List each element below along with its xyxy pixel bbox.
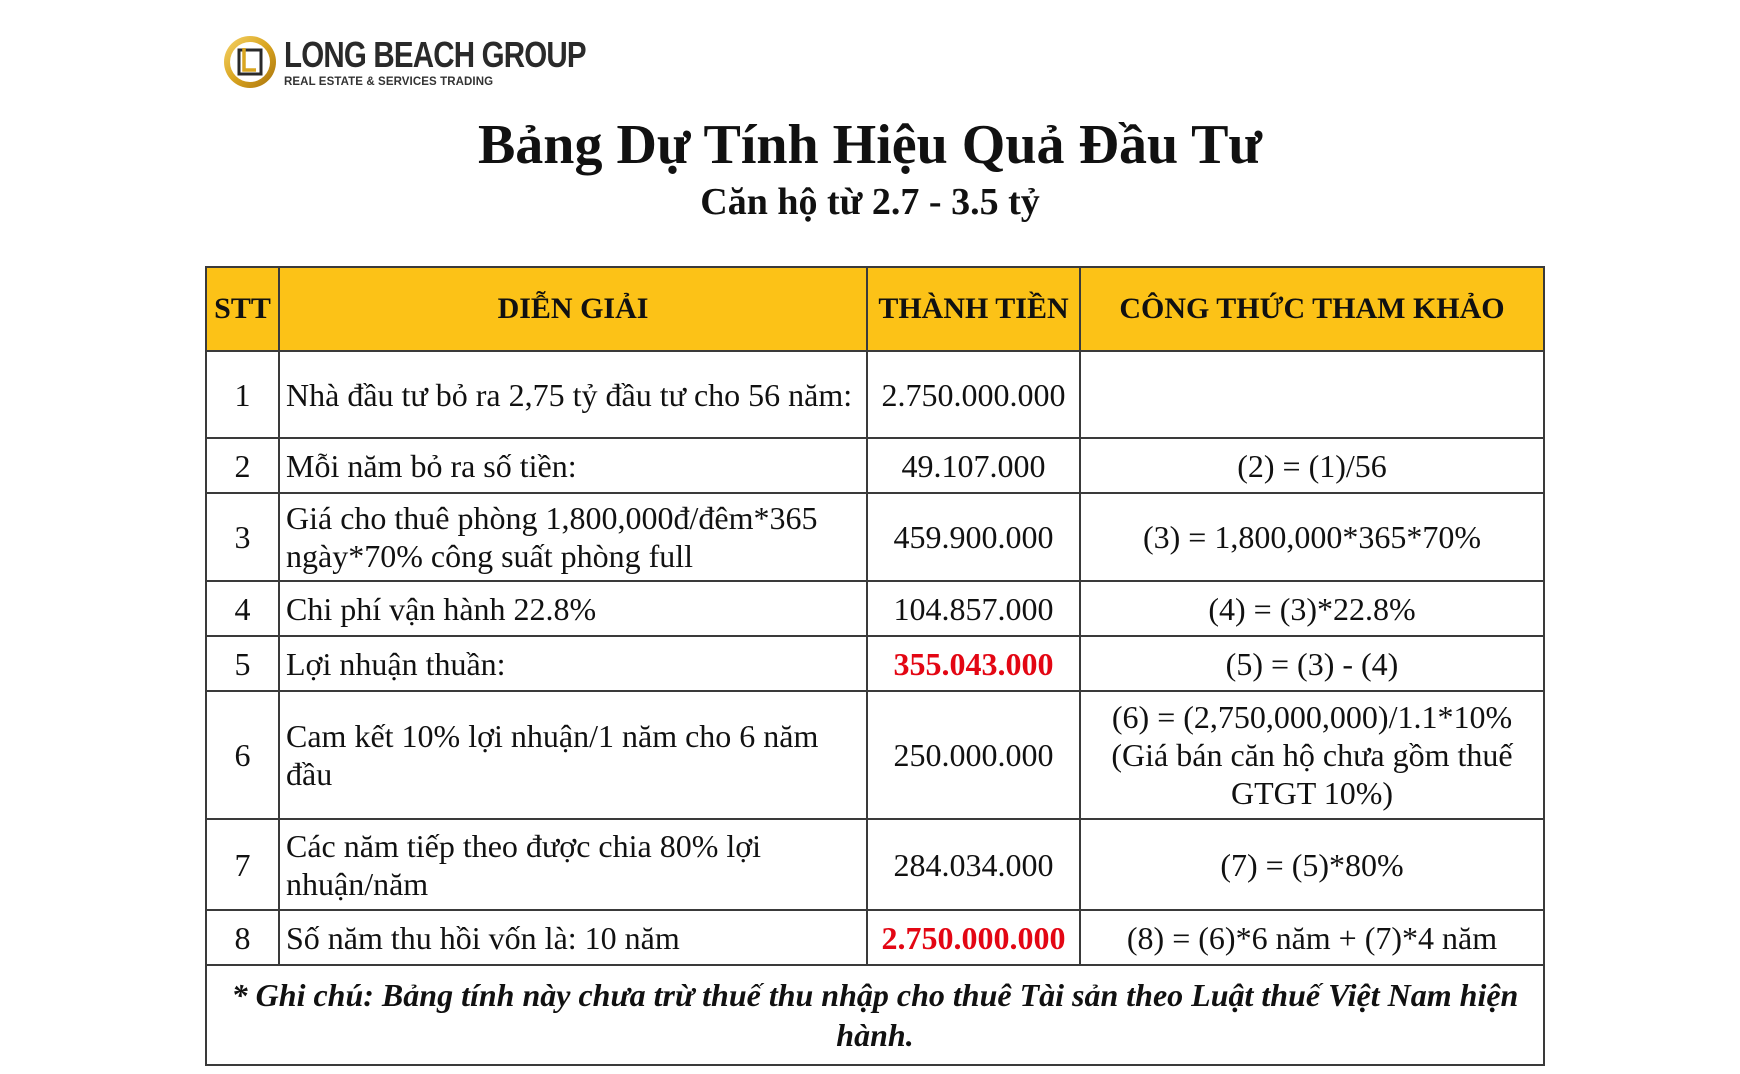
table-row — [206, 910, 1544, 965]
row-desc: Các năm tiếp theo được chia 80% lợi nhuận/năm — [279, 819, 867, 910]
row-desc: Mỗi năm bỏ ra số tiền: — [279, 438, 867, 493]
row-amount: 49.107.000 — [867, 438, 1080, 493]
net-profit-amount: 355.043.000 — [867, 636, 1080, 691]
row-desc: Lợi nhuận thuần: — [279, 636, 867, 691]
row-desc: Cam kết 10% lợi nhuận/1 năm cho 6 năm đầu — [279, 691, 867, 819]
row-stt: 6 — [206, 691, 279, 819]
note-row — [206, 965, 1544, 1065]
row-formula: (7) = (5)*80% — [1080, 819, 1544, 910]
row-formula: (2) = (1)/56 — [1080, 438, 1544, 493]
table-row — [206, 691, 1544, 819]
table-row — [206, 438, 1544, 493]
header-stt: STT — [206, 267, 279, 351]
row-stt: 4 — [206, 581, 279, 636]
table-row — [206, 636, 1544, 691]
page-subtitle: Căn hộ từ 2.7 - 3.5 tỷ — [700, 181, 1040, 223]
row-desc: Chi phí vận hành 22.8% — [279, 581, 867, 636]
row-amount: 284.034.000 — [867, 819, 1080, 910]
row-formula: (4) = (3)*22.8% — [1080, 581, 1544, 636]
row-amount: 459.900.000 — [867, 493, 1080, 581]
row-stt: 7 — [206, 819, 279, 910]
table-header-row — [206, 267, 1544, 351]
page-title: Bảng Dự Tính Hiệu Quả Đầu Tư — [477, 114, 1263, 176]
row-desc: Nhà đầu tư bỏ ra 2,75 tỷ đầu tư cho 56 năm: — [279, 351, 867, 438]
row-amount: 104.857.000 — [867, 581, 1080, 636]
header-amount: THÀNH TIỀN — [867, 267, 1080, 351]
company-logo — [222, 34, 652, 90]
table-row — [206, 819, 1544, 910]
long-beach-logo-icon — [222, 34, 278, 90]
row-stt: 3 — [206, 493, 279, 581]
table-note: * Ghi chú: Bảng tính này chưa trừ thuế thu nhập cho thuê Tài sản theo Luật thuế Việt Nam hiện hành. — [206, 965, 1544, 1065]
row-desc: Số năm thu hồi vốn là: 10 năm — [279, 910, 867, 965]
row-amount: 250.000.000 — [867, 691, 1080, 819]
logo-name: LONG BEACH GROUP — [284, 33, 586, 75]
row-desc: Giá cho thuê phòng 1,800,000đ/đêm*365 ngày*70% công suất phòng full — [279, 493, 867, 581]
row-stt: 1 — [206, 351, 279, 438]
row-stt: 8 — [206, 910, 279, 965]
row-formula — [1080, 351, 1544, 438]
row-formula: (6) = (2,750,000,000)/1.1*10% (Giá bán căn hộ chưa gồm thuế GTGT 10%) — [1080, 691, 1544, 819]
payback-amount: 2.750.000.000 — [867, 910, 1080, 965]
row-formula: (3) = 1,800,000*365*70% — [1080, 493, 1544, 581]
table-row — [206, 581, 1544, 636]
row-amount: 2.750.000.000 — [867, 351, 1080, 438]
row-stt: 2 — [206, 438, 279, 493]
row-formula: (8) = (6)*6 năm + (7)*4 năm — [1080, 910, 1544, 965]
table-row — [206, 493, 1544, 581]
header-desc: DIỄN GIẢI — [279, 267, 867, 351]
header-formula: CÔNG THỨC THAM KHẢO — [1080, 267, 1544, 351]
logo-tagline: REAL ESTATE & SERVICES TRADING — [284, 75, 494, 88]
table-row — [206, 351, 1544, 438]
investment-table — [205, 266, 1545, 1066]
row-stt: 5 — [206, 636, 279, 691]
row-formula: (5) = (3) - (4) — [1080, 636, 1544, 691]
